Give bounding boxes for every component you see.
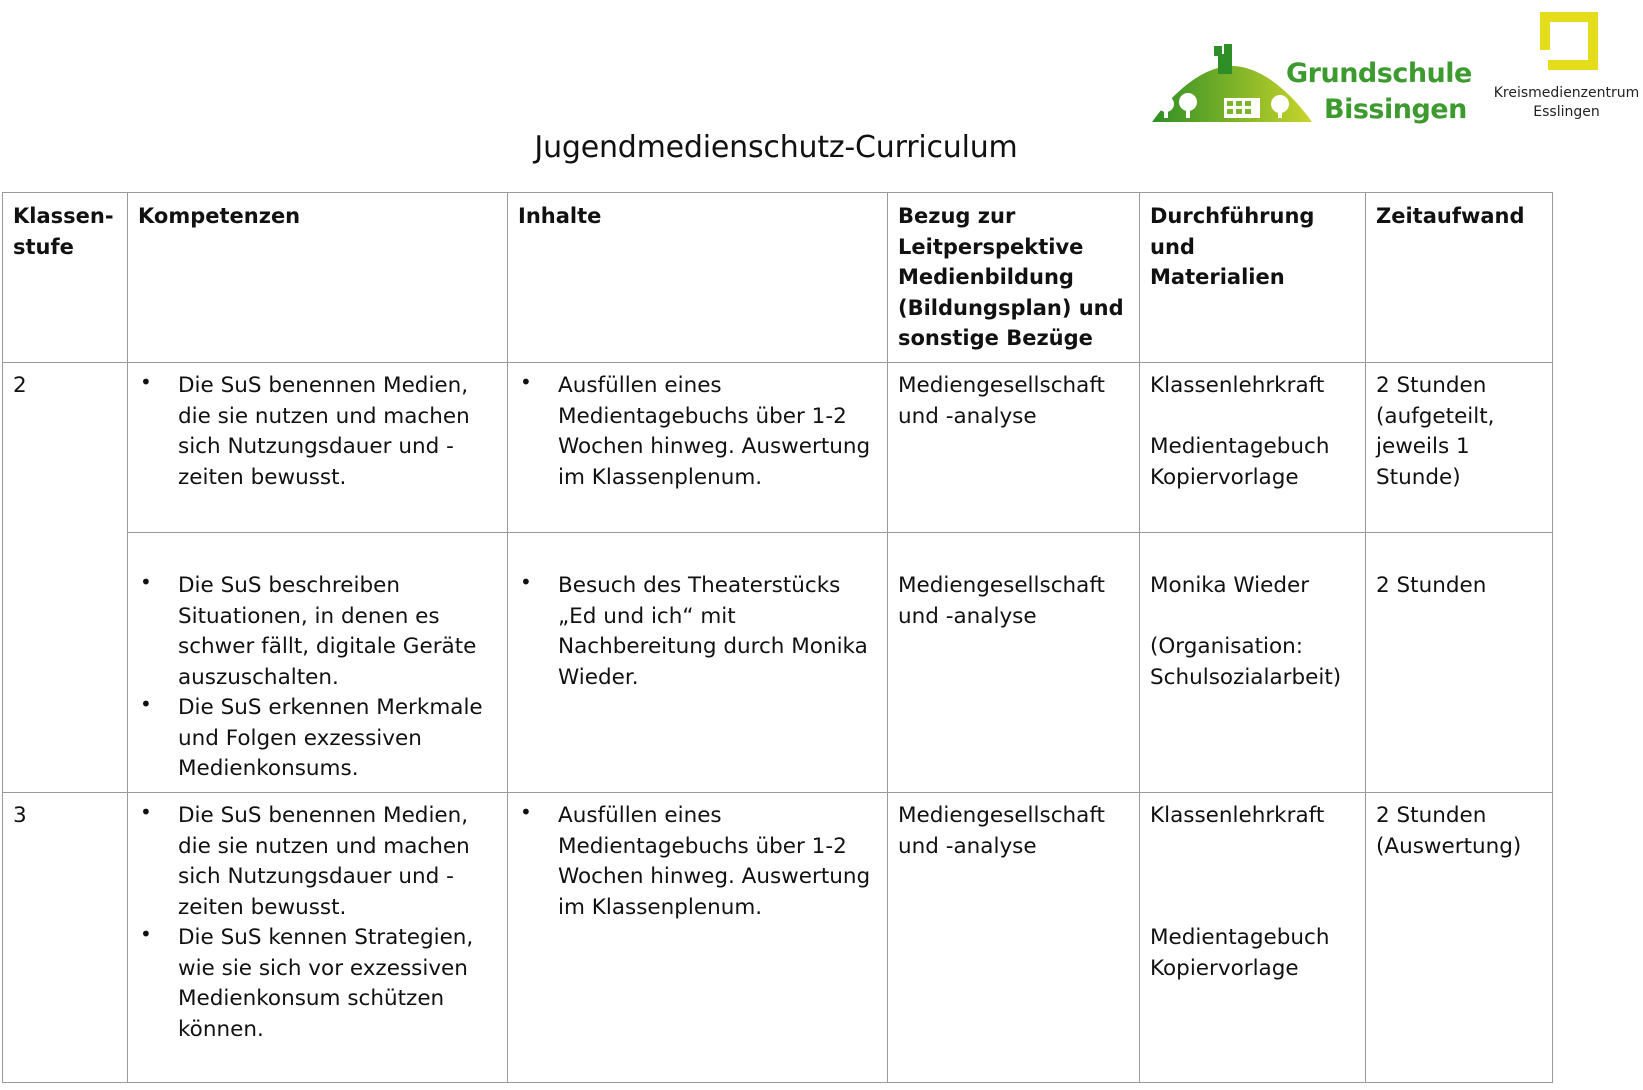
cell-klassenstufe: 3: [3, 793, 128, 1083]
list-item: • Ausfüllen eines Medientagebuchs über 1-2 Wochen hinweg. Auswertung im Klassenplenum.: [518, 371, 878, 493]
list-item: • Die SuS kennen Strategien, wie sie sich vor exzessiven Medienkonsum schützen können.: [138, 923, 498, 1045]
cell-klassenstufe: [3, 533, 128, 793]
grundschule-bissingen-logo: [1152, 44, 1472, 130]
cell-kompetenzen: [128, 533, 508, 793]
document-title: Jugendmedienschutz-Curriculum: [534, 130, 1018, 165]
cell-kompetenzen: [128, 793, 508, 1083]
table-header-row: [3, 193, 1553, 363]
logo-text-esslingen: Esslingen: [1533, 104, 1600, 120]
cell-durchfuehrung: Klassenlehrkraft Medientagebuch Kopiervorlage: [1140, 793, 1366, 1083]
cell-zeitaufwand: 2 Stunden: [1366, 533, 1553, 793]
logo-text-grundschule: Grundschule: [1286, 58, 1472, 89]
list-item: • Ausfüllen eines Medientagebuchs über 1-2 Wochen hinweg. Auswertung im Klassenplenum.: [518, 801, 878, 923]
cell-inhalte: [508, 363, 888, 533]
cell-bezug: Mediengesellschaft und -analyse: [888, 533, 1140, 793]
cell-durchfuehrung: Monika Wieder (Organisation: Schulsozialarbeit): [1140, 533, 1366, 793]
list-item: • Die SuS erkennen Merkmale und Folgen exzessiven Medienkonsums.: [138, 693, 498, 785]
kmz-bracket-icon: [1538, 10, 1600, 72]
table-row: [3, 793, 1553, 1083]
cell-zeitaufwand: 2 Stunden (aufgeteilt, jeweils 1 Stunde): [1366, 363, 1553, 533]
table-row: [3, 363, 1553, 533]
header-durchfuehrung: Durchführung und Materialien: [1140, 193, 1366, 363]
list-item: • Besuch des Theaterstücks „Ed und ich“ mit Nachbereitung durch Monika Wieder.: [518, 571, 878, 693]
cell-klassenstufe: 2: [3, 363, 128, 533]
cell-bezug: Mediengesellschaft und -analyse: [888, 363, 1140, 533]
header-bezug: Bezug zur Leitperspektive Medienbildung (Bildungsplan) und sonstige Bezüge: [888, 193, 1140, 363]
cell-zeitaufwand: 2 Stunden (Auswertung): [1366, 793, 1553, 1083]
list-item: • Die SuS benennen Medien, die sie nutzen und machen sich Nutzungsdauer und -zeiten bewusst.: [138, 371, 498, 493]
kreismedienzentrum-logo: [1490, 10, 1643, 125]
header-klassenstufe: Klassen- stufe: [3, 193, 128, 363]
cell-inhalte: [508, 533, 888, 793]
header-zeitaufwand: Zeitaufwand: [1366, 193, 1553, 363]
logo-text-kreismedienzentrum: Kreismedienzentrum: [1493, 85, 1640, 101]
cell-inhalte: [508, 793, 888, 1083]
curriculum-table: [2, 192, 1553, 1083]
cell-bezug: Mediengesellschaft und -analyse: [888, 793, 1140, 1083]
list-item: • Die SuS beschreiben Situationen, in denen es schwer fällt, digitale Geräte auszuschalten.: [138, 571, 498, 693]
logo-text-bissingen: Bissingen: [1324, 94, 1467, 125]
header-kompetenzen: Kompetenzen: [128, 193, 508, 363]
list-item: • Die SuS benennen Medien, die sie nutzen und machen sich Nutzungsdauer und -zeiten bewusst.: [138, 801, 498, 923]
cell-kompetenzen: [128, 363, 508, 533]
header-inhalte: Inhalte: [508, 193, 888, 363]
table-row: [3, 533, 1553, 793]
cell-durchfuehrung: Klassenlehrkraft Medientagebuch Kopiervorlage: [1140, 363, 1366, 533]
